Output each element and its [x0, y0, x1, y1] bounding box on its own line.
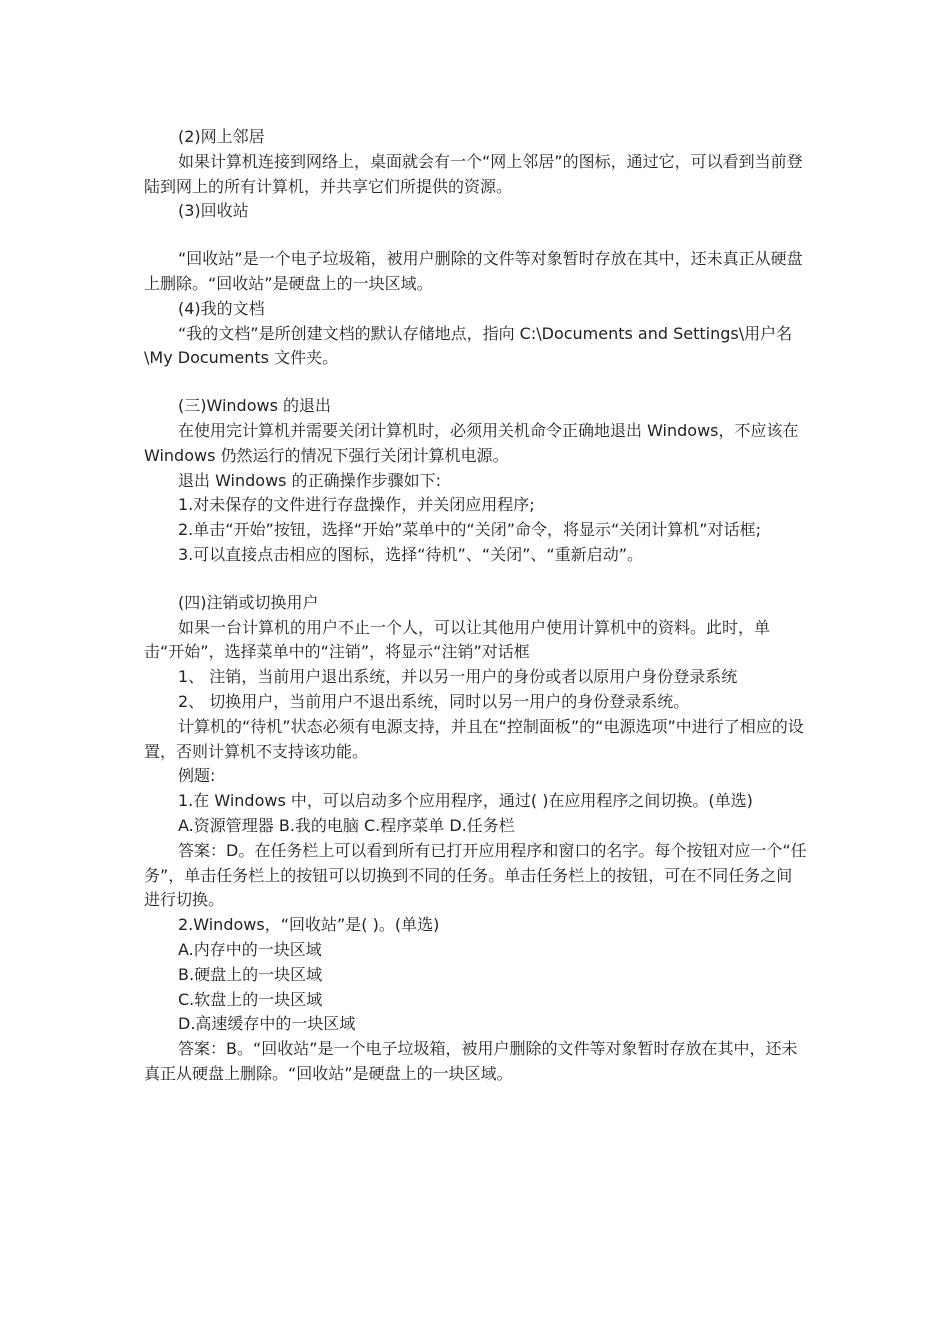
question-2-option-a: A.内存中的一块区域 — [178, 939, 322, 959]
section-heading-logoff-switch-user: (四)注销或切换用户 — [178, 592, 319, 612]
question-1: 1.在 Windows 中，可以启动多个应用程序，通过( )在应用程序之间切换。(单选) — [178, 791, 753, 811]
list-item-exit-step-3: 3.可以直接点击相应的图标，选择“待机”、“关闭”、“重新启动”。 — [178, 544, 644, 564]
question-2-option-c: C.软盘上的一块区域 — [178, 989, 323, 1009]
question-2: 2.Windows，“回收站”是( )。(单选) — [178, 915, 440, 935]
paragraph-network-neighborhood: 如果计算机连接到网络上，桌面就会有一个“网上邻居”的图标，通过它，可以看到当前登陆到网上的所有计算机，并共享它们所提供的资源。 — [144, 151, 803, 196]
question-2-option-b: B.硬盘上的一块区域 — [178, 964, 323, 984]
question-1-options: A.资源管理器 B.我的电脑 C.程序菜单 D.任务栏 — [178, 815, 515, 835]
section-heading-network-neighborhood: (2)网上邻居 — [178, 127, 265, 146]
paragraph-recycle-bin: “回收站”是一个电子垃圾箱，被用户删除的文件等对象暂时存放在其中，还未真正从硬盘上删除。“回收站”是硬盘上的一块区域。 — [144, 249, 803, 293]
spacer — [144, 371, 808, 394]
paragraph-examples-label: 例题: — [178, 766, 216, 786]
section-heading-windows-exit: (三)Windows 的退出 — [178, 396, 331, 416]
question-2-option-d: D.高速缓存中的一块区域 — [178, 1014, 356, 1034]
document-body — [144, 125, 808, 1087]
paragraph-exit-steps-intro: 退出 Windows 的正确操作步骤如下: — [178, 470, 441, 490]
question-1-answer: 答案：D。在任务栏上可以看到所有已打开应用程序和窗口的名字。每个按钮对应一个“任务”，单击任务栏上的按钮可以切换到不同的任务。单击任务栏上的按钮，可在不同任务之间进行切换。 — [144, 840, 807, 910]
list-item-switch-user: 2、 切换用户，当前用户不退出系统，同时以另一用户的身份登录系统。 — [178, 691, 690, 711]
paragraph-windows-exit: 在使用完计算机并需要关闭计算机时，必须用关机命令正确地退出 Windows，不应该在 Windows 仍然运行的情况下强行关闭计算机电源。 — [144, 420, 799, 465]
list-item-logoff: 1、 注销，当前用户退出系统，并以另一用户的身份或者以原用户身份登录系统 — [178, 667, 738, 687]
question-2-answer: 答案：B。“回收站”是一个电子垃圾箱，被用户删除的文件等对象暂时存放在其中，还未真正从硬盘上删除。“回收站”是硬盘上的一块区域。 — [144, 1039, 798, 1083]
paragraph-logoff-intro: 如果一台计算机的用户不止一个人，可以让其他用户使用计算机中的资料。此时，单击“开始”，选择菜单中的“注销”，将显示“注销”对话框 — [144, 617, 771, 662]
section-heading-my-documents: (4)我的文档 — [178, 298, 265, 318]
paragraph-my-documents: “我的文档”是所创建文档的默认存储地点，指向 C:\Documents and Settings\用户名\My Documents 文件夹。 — [144, 323, 793, 368]
spacer — [144, 568, 808, 591]
paragraph-standby-note: 计算机的“待机”状态必须有电源支持，并且在“控制面板”的“电源选项”中进行了相应的设置，否则计算机不支持该功能。 — [144, 716, 804, 761]
list-item-exit-step-2: 2.单击“开始”按钮，选择“开始”菜单中的“关闭”命令，将显示“关闭计算机”对话框; — [178, 520, 761, 540]
spacer — [144, 224, 808, 247]
list-item-exit-step-1: 1.对未保存的文件进行存盘操作，并关闭应用程序; — [178, 495, 535, 515]
section-heading-recycle-bin: (3)回收站 — [178, 201, 249, 221]
